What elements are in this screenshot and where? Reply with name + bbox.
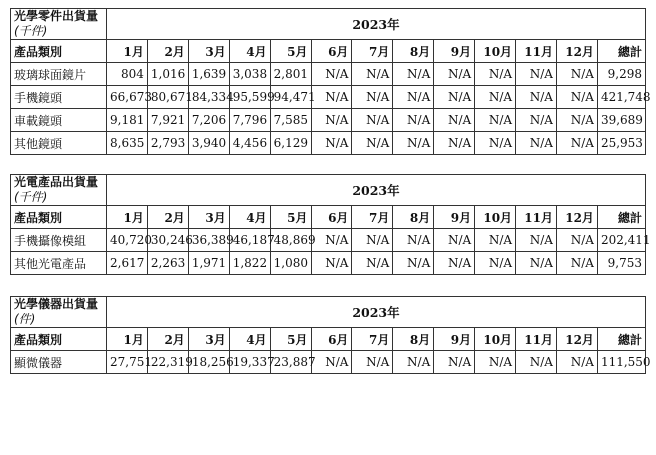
optoelectronic-products-table xyxy=(10,174,651,275)
table-cell: 7,921 xyxy=(147,109,188,132)
month-header: 1月 xyxy=(107,40,148,63)
month-header: 2月 xyxy=(147,328,188,351)
table-title-text: 光電產品出貨量 xyxy=(14,175,99,189)
table-cell: 23,887 xyxy=(270,351,311,374)
month-header: 12月 xyxy=(556,206,597,229)
table-cell: 19,337 xyxy=(229,351,270,374)
month-header: 1月 xyxy=(107,328,148,351)
table-cell: N/A xyxy=(393,132,434,155)
table-cell: N/A xyxy=(434,63,475,86)
table-cell: N/A xyxy=(311,86,352,109)
table-cell: N/A xyxy=(475,86,516,109)
table-cell: N/A xyxy=(311,351,352,374)
table-cell: 66,673 xyxy=(107,86,148,109)
month-header: 4月 xyxy=(229,40,270,63)
table-cell: 22,319 xyxy=(147,351,188,374)
month-header: 4月 xyxy=(229,206,270,229)
total-cell: 421,748 xyxy=(597,86,645,109)
month-header: 12月 xyxy=(556,328,597,351)
table-cell: N/A xyxy=(516,132,557,155)
row-category: 顯微儀器 xyxy=(11,351,107,374)
table-title xyxy=(11,175,107,206)
table-cell: N/A xyxy=(475,63,516,86)
table-cell: 40,720 xyxy=(107,229,148,252)
table-cell: 2,793 xyxy=(147,132,188,155)
table-title-row xyxy=(11,297,646,328)
table-cell: 1,016 xyxy=(147,63,188,86)
table-cell: N/A xyxy=(311,252,352,275)
row-category: 其他光電產品 xyxy=(11,252,107,275)
table-cell: 7,585 xyxy=(270,109,311,132)
table-cell: N/A xyxy=(556,63,597,86)
table-cell: N/A xyxy=(311,132,352,155)
month-header: 6月 xyxy=(311,328,352,351)
table-cell: 80,671 xyxy=(147,86,188,109)
table-cell: N/A xyxy=(516,229,557,252)
month-header: 7月 xyxy=(352,40,393,63)
table-cell: N/A xyxy=(393,63,434,86)
total-cell: 9,753 xyxy=(597,252,645,275)
total-cell: 111,550 xyxy=(597,351,645,374)
table-cell: 6,129 xyxy=(270,132,311,155)
table-row xyxy=(11,86,646,109)
table-title xyxy=(11,9,107,40)
shipment-report xyxy=(10,8,651,374)
month-header: 6月 xyxy=(311,40,352,63)
row-category: 手機鏡頭 xyxy=(11,86,107,109)
table-cell: 7,796 xyxy=(229,109,270,132)
month-header: 3月 xyxy=(188,40,229,63)
table-cell: 4,456 xyxy=(229,132,270,155)
table-cell: 94,471 xyxy=(270,86,311,109)
table-cell: 2,263 xyxy=(147,252,188,275)
table-cell: N/A xyxy=(434,132,475,155)
month-header: 8月 xyxy=(393,328,434,351)
total-header: 總計 xyxy=(597,206,645,229)
table-cell: N/A xyxy=(475,132,516,155)
month-header: 5月 xyxy=(270,206,311,229)
table-row xyxy=(11,351,646,374)
table-cell: 3,038 xyxy=(229,63,270,86)
table-cell: N/A xyxy=(516,63,557,86)
table-title-row xyxy=(11,9,646,40)
table-cell: N/A xyxy=(393,109,434,132)
table-unit: (千件) xyxy=(14,24,48,38)
total-header: 總計 xyxy=(597,328,645,351)
table-title-text: 光學儀器出貨量 xyxy=(14,297,99,311)
table-cell: N/A xyxy=(352,86,393,109)
table-cell: 804 xyxy=(107,63,148,86)
category-column-header: 產品類別 xyxy=(11,328,107,351)
table-title xyxy=(11,297,107,328)
month-header: 11月 xyxy=(516,206,557,229)
table-cell: N/A xyxy=(352,229,393,252)
total-cell: 39,689 xyxy=(597,109,645,132)
table-cell: 95,599 xyxy=(229,86,270,109)
month-header: 5月 xyxy=(270,328,311,351)
table-unit: (件) xyxy=(14,312,36,326)
table-cell: N/A xyxy=(475,351,516,374)
table-unit: (千件) xyxy=(14,190,48,204)
table-cell: 7,206 xyxy=(188,109,229,132)
table-cell: N/A xyxy=(434,351,475,374)
table-cell: N/A xyxy=(434,229,475,252)
optical-instruments-table xyxy=(10,296,651,374)
table-cell: 27,751 xyxy=(107,351,148,374)
category-column-header: 產品類別 xyxy=(11,206,107,229)
total-cell: 9,298 xyxy=(597,63,645,86)
table-cell: N/A xyxy=(475,229,516,252)
month-header: 8月 xyxy=(393,40,434,63)
table-cell: N/A xyxy=(475,109,516,132)
table-cell: N/A xyxy=(311,109,352,132)
table-title-text: 光學零件出貨量 xyxy=(14,9,99,23)
month-header: 3月 xyxy=(188,206,229,229)
table-cell: N/A xyxy=(434,109,475,132)
table-row xyxy=(11,63,646,86)
table-row xyxy=(11,229,646,252)
table-cell: N/A xyxy=(311,63,352,86)
table-cell: N/A xyxy=(475,252,516,275)
total-header: 總計 xyxy=(597,40,645,63)
table-cell: 36,389 xyxy=(188,229,229,252)
month-header: 10月 xyxy=(475,40,516,63)
table-cell: 2,617 xyxy=(107,252,148,275)
table-cell: 46,187 xyxy=(229,229,270,252)
table-cell: N/A xyxy=(352,132,393,155)
table-cell: N/A xyxy=(434,86,475,109)
table-cell: N/A xyxy=(311,229,352,252)
table-cell: 9,181 xyxy=(107,109,148,132)
month-header: 3月 xyxy=(188,328,229,351)
row-category: 其他鏡頭 xyxy=(11,132,107,155)
table-cell: N/A xyxy=(352,351,393,374)
table-cell: N/A xyxy=(352,63,393,86)
total-cell: 25,953 xyxy=(597,132,645,155)
table-cell: N/A xyxy=(556,109,597,132)
table-cell: N/A xyxy=(352,252,393,275)
month-header: 1月 xyxy=(107,206,148,229)
table-cell: 84,334 xyxy=(188,86,229,109)
month-header: 10月 xyxy=(475,328,516,351)
table-cell: 1,822 xyxy=(229,252,270,275)
table-cell: 2,801 xyxy=(270,63,311,86)
table-cell: N/A xyxy=(393,86,434,109)
table-cell: 1,971 xyxy=(188,252,229,275)
month-header: 7月 xyxy=(352,328,393,351)
month-header: 11月 xyxy=(516,328,557,351)
month-header: 5月 xyxy=(270,40,311,63)
table-cell: N/A xyxy=(352,109,393,132)
total-cell: 202,411 xyxy=(597,229,645,252)
column-header-row xyxy=(11,40,646,63)
table-cell: N/A xyxy=(556,351,597,374)
column-header-row xyxy=(11,206,646,229)
table-row xyxy=(11,252,646,275)
table-row xyxy=(11,109,646,132)
table-cell: N/A xyxy=(393,252,434,275)
month-header: 11月 xyxy=(516,40,557,63)
month-header: 8月 xyxy=(393,206,434,229)
month-header: 9月 xyxy=(434,206,475,229)
table-cell: 18,256 xyxy=(188,351,229,374)
month-header: 10月 xyxy=(475,206,516,229)
month-header: 2月 xyxy=(147,40,188,63)
row-category: 車載鏡頭 xyxy=(11,109,107,132)
row-category: 玻璃球面鏡片 xyxy=(11,63,107,86)
table-cell: N/A xyxy=(516,351,557,374)
table-title-row xyxy=(11,175,646,206)
table-cell: N/A xyxy=(556,229,597,252)
table-cell: N/A xyxy=(516,109,557,132)
table-cell: N/A xyxy=(393,351,434,374)
table-cell: N/A xyxy=(516,252,557,275)
month-header: 9月 xyxy=(434,40,475,63)
table-cell: N/A xyxy=(516,86,557,109)
month-header: 2月 xyxy=(147,206,188,229)
table-cell: N/A xyxy=(434,252,475,275)
table-cell: 30,246 xyxy=(147,229,188,252)
table-cell: 8,635 xyxy=(107,132,148,155)
month-header: 12月 xyxy=(556,40,597,63)
month-header: 6月 xyxy=(311,206,352,229)
year-header: 2023年 xyxy=(107,297,646,328)
month-header: 7月 xyxy=(352,206,393,229)
column-header-row xyxy=(11,328,646,351)
table-cell: N/A xyxy=(393,229,434,252)
table-cell: N/A xyxy=(556,86,597,109)
year-header: 2023年 xyxy=(107,9,646,40)
row-category: 手機攝像模組 xyxy=(11,229,107,252)
table-cell: 48,869 xyxy=(270,229,311,252)
month-header: 9月 xyxy=(434,328,475,351)
table-row xyxy=(11,132,646,155)
table-cell: N/A xyxy=(556,132,597,155)
month-header: 4月 xyxy=(229,328,270,351)
table-cell: 1,080 xyxy=(270,252,311,275)
category-column-header: 產品類別 xyxy=(11,40,107,63)
table-cell: 3,940 xyxy=(188,132,229,155)
table-cell: 1,639 xyxy=(188,63,229,86)
year-header: 2023年 xyxy=(107,175,646,206)
optical-components-table xyxy=(10,8,651,155)
table-cell: N/A xyxy=(556,252,597,275)
